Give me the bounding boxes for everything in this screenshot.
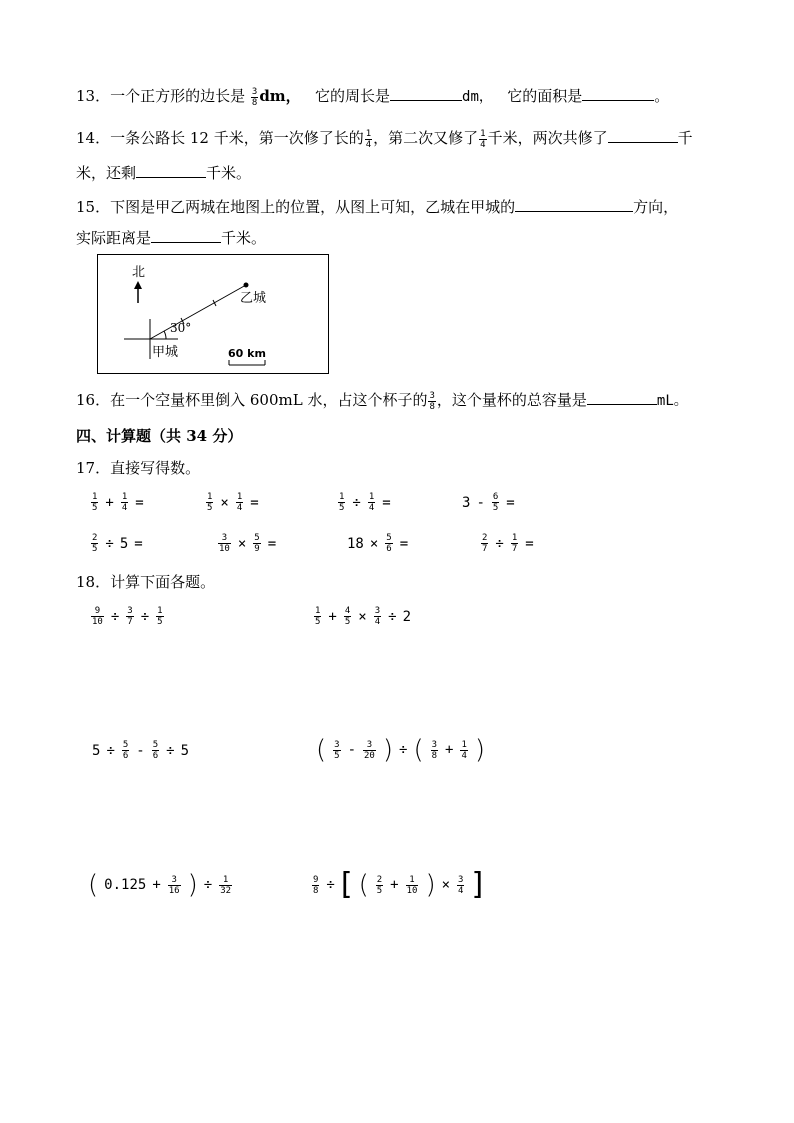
- calc-expression-5: [88, 872, 233, 898]
- numerator: 2: [482, 533, 488, 543]
- numerator: 2: [376, 874, 383, 885]
- operator: ÷: [352, 494, 361, 511]
- numerator: 1: [461, 739, 467, 750]
- oral-item-6: [217, 533, 276, 554]
- question-text: 一个正方形的边长是: [110, 87, 246, 105]
- numerator: 1: [222, 874, 229, 885]
- question-text: 千米。: [206, 164, 252, 182]
- oral-item-5: [90, 533, 143, 554]
- operator: ÷: [388, 608, 397, 625]
- operator: ÷: [110, 608, 120, 625]
- numerator: 3: [221, 533, 228, 543]
- question-13: [76, 86, 669, 108]
- operator: -: [347, 742, 357, 758]
- north-label: 北: [132, 265, 146, 280]
- numerator: 1: [92, 492, 98, 502]
- question-number: 14．: [76, 129, 111, 147]
- question-text: ，这个量杯的总容量是: [436, 391, 587, 409]
- oral-item-1: [90, 492, 144, 513]
- denominator: 6: [152, 751, 159, 761]
- numerator: 3: [374, 606, 381, 616]
- operator: ×: [369, 535, 379, 552]
- denominator: 5: [157, 617, 163, 627]
- angle-label: 30°: [170, 321, 192, 335]
- unit-ml: mL。: [656, 393, 688, 409]
- numerator: 5: [122, 740, 129, 750]
- denominator: 5: [376, 885, 383, 896]
- denominator: 7: [511, 544, 518, 554]
- denominator: 10: [406, 885, 418, 896]
- right-paren: ): [187, 870, 198, 900]
- section-title: 四、计算题（共 34 分）: [76, 427, 243, 445]
- operator: -: [136, 742, 145, 759]
- numerator: 1: [365, 128, 372, 139]
- answer-blank-direction[interactable]: [515, 197, 633, 212]
- numerator: 1: [511, 533, 518, 543]
- integer: 18: [347, 535, 364, 552]
- equals-sign: =: [134, 535, 143, 552]
- oral-item-3: [337, 492, 391, 513]
- unit-dm: dm，: [259, 87, 301, 105]
- numerator: 2: [92, 533, 98, 543]
- numerator: 1: [121, 492, 128, 502]
- equals-sign: =: [506, 494, 515, 511]
- denominator: 4: [121, 503, 128, 513]
- question-text: ，第二次又修了: [373, 129, 479, 147]
- denominator: 4: [480, 139, 486, 150]
- integer: 2: [402, 608, 412, 625]
- denominator: 8: [251, 97, 258, 108]
- question-number: 17．: [76, 459, 111, 477]
- denominator: 7: [482, 544, 488, 554]
- operator: +: [445, 742, 454, 758]
- question-17: [76, 458, 200, 478]
- unit-dm: dm，: [462, 89, 493, 105]
- operator: ÷: [203, 877, 213, 893]
- numerator: 1: [368, 492, 375, 502]
- fraction-first-repair: [365, 129, 372, 150]
- equals-sign: =: [250, 494, 259, 511]
- calc-expression-1: [90, 606, 165, 627]
- operator: +: [152, 877, 161, 893]
- left-paren: (: [413, 735, 424, 765]
- numerator: 3: [429, 390, 435, 401]
- question-text: 方向，: [633, 198, 679, 216]
- question-text: 千米。: [221, 229, 267, 247]
- equals-sign: =: [267, 535, 277, 552]
- denominator: 20: [364, 750, 375, 761]
- map-figure: [97, 254, 329, 374]
- city-b-label: 乙城: [240, 291, 267, 306]
- denominator: 6: [122, 751, 129, 761]
- numerator: 3: [366, 739, 373, 750]
- numerator: 3: [334, 739, 340, 750]
- calc-expression-3: [92, 740, 189, 761]
- numerator: 1: [236, 492, 243, 502]
- question-14-line-2: [76, 163, 251, 183]
- unit-text: 千: [677, 129, 693, 147]
- north-arrow-head: [134, 281, 142, 289]
- punctuation: 。: [654, 87, 670, 105]
- operator: ÷: [399, 742, 408, 758]
- question-15: [76, 197, 678, 217]
- left-paren: (: [316, 735, 327, 765]
- numerator: 3: [171, 874, 177, 885]
- question-text: 千米，两次共修了: [487, 129, 608, 147]
- integer: 5: [92, 742, 101, 759]
- equals-sign: =: [525, 535, 534, 552]
- numerator: 3: [251, 86, 258, 97]
- answer-blank-capacity[interactable]: [587, 390, 657, 405]
- operator: ÷: [166, 742, 175, 759]
- answer-blank-total-repaired[interactable]: [608, 128, 678, 143]
- left-bracket: [: [340, 867, 353, 902]
- oral-item-2: [205, 492, 259, 513]
- numerator: 4: [344, 606, 351, 616]
- question-text: 计算下面各题。: [110, 573, 216, 591]
- question-number: 13．: [76, 87, 111, 105]
- oral-item-4: [462, 492, 515, 513]
- denominator: 8: [313, 885, 319, 896]
- oral-item-7: [347, 533, 408, 554]
- city-a-label: 甲城: [152, 345, 179, 360]
- answer-blank-area[interactable]: [582, 86, 654, 101]
- numerator: 5: [386, 533, 392, 543]
- operator: ×: [358, 608, 367, 625]
- denominator: 5: [334, 750, 340, 761]
- numerator: 1: [480, 128, 486, 139]
- denominator: 5: [92, 503, 98, 513]
- operator: ÷: [495, 535, 504, 552]
- operator: ×: [237, 535, 247, 552]
- operator: +: [328, 608, 337, 625]
- right-bracket: ]: [471, 867, 484, 902]
- denominator: 4: [368, 503, 375, 513]
- denominator: 5: [492, 503, 499, 513]
- question-text: 在一个空量杯里倒入 600mL 水，占这个杯子的: [110, 391, 428, 409]
- denominator: 8: [431, 750, 438, 761]
- numerator: 1: [409, 874, 415, 885]
- operator: ×: [220, 494, 229, 511]
- denominator: 16: [168, 885, 180, 896]
- right-paren: ): [382, 735, 394, 765]
- numerator: 1: [157, 606, 163, 616]
- integer: 5: [180, 742, 190, 759]
- operator: +: [390, 877, 399, 893]
- question-text: 米，还剩: [76, 164, 137, 182]
- numerator: 3: [127, 606, 133, 616]
- numerator: 5: [254, 533, 260, 543]
- operator: +: [105, 494, 114, 511]
- numerator: 1: [315, 606, 321, 616]
- denominator: 4: [365, 139, 372, 150]
- calc-expression-4: [316, 737, 485, 763]
- equals-sign: =: [135, 494, 144, 511]
- numerator: 1: [339, 492, 345, 502]
- operator: -: [476, 494, 485, 511]
- question-text: 实际距离是: [76, 229, 152, 247]
- numerator: 1: [207, 492, 213, 502]
- denominator: 4: [458, 885, 464, 896]
- denominator: 5: [315, 617, 321, 627]
- question-14: [76, 128, 693, 150]
- fraction-second-repair: [479, 129, 486, 150]
- question-15-line-2: [76, 228, 266, 248]
- denominator: 4: [236, 503, 243, 513]
- question-text: 一条公路长 12 千米，第一次修了长的: [110, 129, 364, 147]
- oral-item-8: [480, 533, 534, 554]
- numerator: 3: [458, 874, 464, 885]
- answer-blank-perimeter[interactable]: [390, 86, 462, 101]
- calc-expression-2: [313, 606, 411, 627]
- equals-sign: =: [399, 535, 409, 552]
- operator: ×: [441, 877, 451, 893]
- equals-sign: =: [382, 494, 391, 511]
- question-text: 直接写得数。: [110, 459, 201, 477]
- denominator: 6: [386, 544, 392, 554]
- question-text: 它的面积是: [507, 87, 583, 105]
- right-paren: ): [425, 870, 436, 900]
- operator: ÷: [106, 742, 115, 759]
- calc-expression-6: [311, 867, 484, 902]
- denominator: 4: [461, 750, 467, 761]
- answer-blank-remaining[interactable]: [136, 163, 206, 178]
- numerator: 9: [94, 606, 101, 616]
- denominator: 4: [374, 617, 381, 627]
- question-text: 它的周长是: [315, 87, 391, 105]
- denominator: 7: [127, 617, 133, 627]
- denominator: 5: [339, 503, 345, 513]
- question-number: 15．: [76, 198, 111, 216]
- question-16: [76, 390, 688, 412]
- numerator: 9: [313, 874, 319, 885]
- integer: 3: [462, 494, 471, 511]
- scale-label: 60 km: [228, 347, 266, 360]
- fraction-cup-portion: [428, 391, 435, 412]
- numerator: 6: [492, 492, 499, 502]
- question-number: 18．: [76, 573, 111, 591]
- denominator: 10: [219, 544, 230, 554]
- denominator: 8: [429, 401, 435, 412]
- denominator: 5: [92, 544, 98, 554]
- left-paren: (: [88, 870, 99, 900]
- denominator: 9: [254, 544, 260, 554]
- answer-blank-distance[interactable]: [151, 228, 221, 243]
- operator: ÷: [140, 608, 150, 625]
- angle-arc: [164, 331, 166, 339]
- right-paren: ): [474, 735, 486, 765]
- operator: ÷: [105, 535, 114, 552]
- denominator: 10: [92, 617, 103, 627]
- denominator: 5: [207, 503, 213, 513]
- left-paren: (: [358, 870, 369, 900]
- question-number: 16．: [76, 391, 111, 409]
- question-18: [76, 572, 215, 592]
- question-text: 下图是甲乙两城在地图上的位置，从图上可知，乙城在甲城的: [110, 198, 516, 216]
- integer: 5: [119, 535, 129, 552]
- denominator: 5: [344, 617, 351, 627]
- numerator: 3: [431, 739, 438, 750]
- operator: ÷: [326, 877, 335, 893]
- numerator: 5: [152, 740, 159, 750]
- denominator: 32: [220, 885, 232, 896]
- fraction-side-length: [251, 87, 258, 108]
- decimal-number: 0.125: [104, 877, 147, 893]
